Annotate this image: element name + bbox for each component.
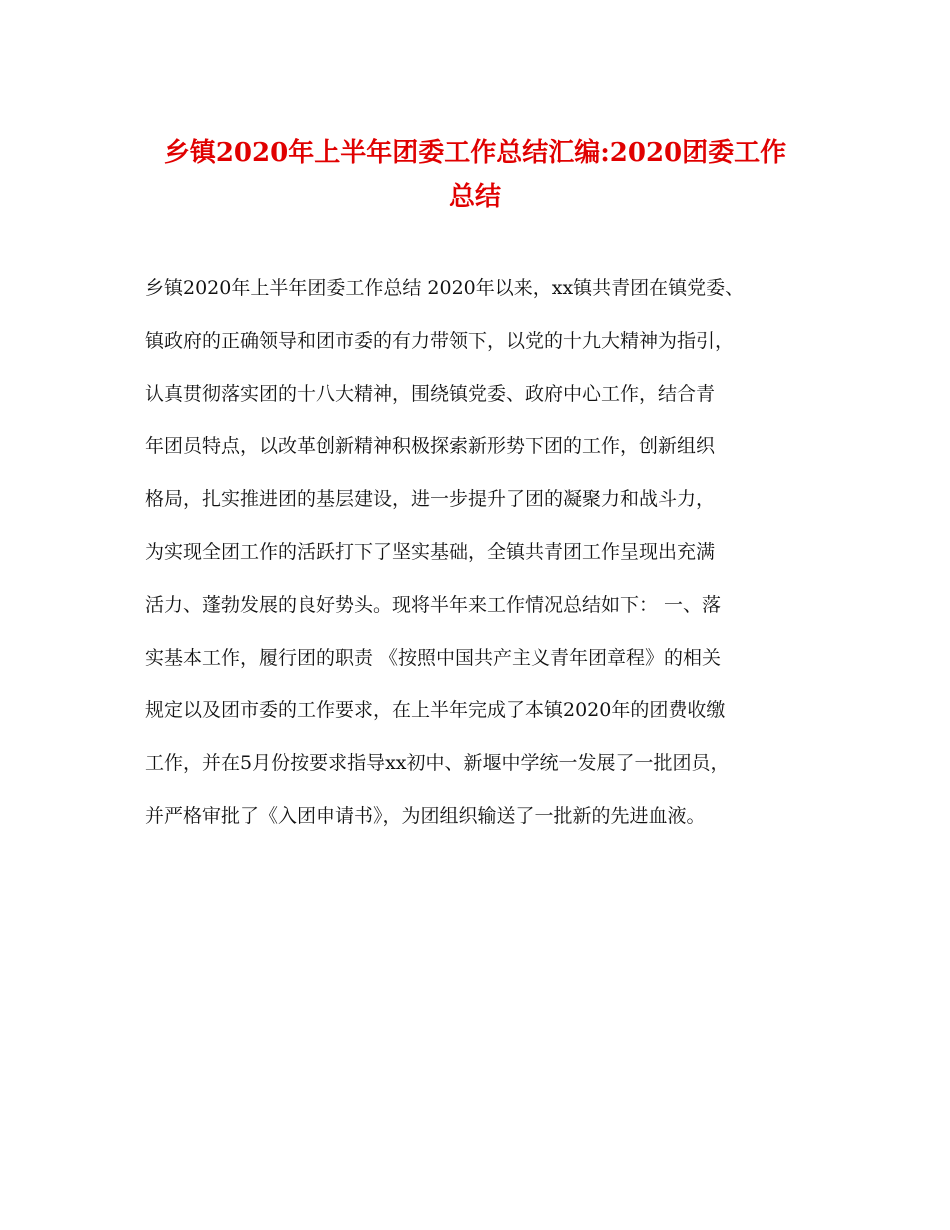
body-line: 认真贯彻落实团的十八大精神，围绕镇党委、政府中心工作，结合青 bbox=[145, 382, 716, 405]
body-line: 年团员特点，以改革创新精神积极探索新形势下团的工作，创新组织 bbox=[145, 435, 716, 458]
body-line: 为实现全团工作的活跃打下了坚实基础，全镇共青团工作呈现出充满 bbox=[145, 540, 716, 563]
body-line: 并严格审批了《入团申请书》，为团组织输送了一批新的先进血液。 bbox=[145, 804, 706, 827]
body-line: 规定以及团市委的工作要求，在上半年完成了本镇2020年的团费收缴 bbox=[145, 699, 726, 722]
document-body bbox=[145, 262, 825, 843]
body-line: 格局，扎实推进团的基层建设，进一步提升了团的凝聚力和战斗力， bbox=[145, 488, 716, 511]
body-line: 活力、蓬勃发展的良好势头。现将半年来工作情况总结如下： 一、落 bbox=[145, 593, 722, 616]
body-line: 实基本工作，履行团的职责 《按照中国共产主义青年团章程》的相关 bbox=[145, 646, 722, 669]
body-line: 镇政府的正确领导和团市委的有力带领下，以党的十九大精神为指引， bbox=[145, 329, 735, 352]
title-line: 乡镇2020年上半年团委工作总结汇编:2020团委工作 bbox=[163, 138, 787, 168]
body-line: 工作，并在5月份按要求指导xx初中、新堰中学统一发展了一批团员， bbox=[145, 752, 730, 775]
title-line: 总结 bbox=[448, 182, 501, 212]
body-line: 乡镇2020年上半年团委工作总结 2020年以来，xx镇共青团在镇党委、 bbox=[145, 277, 745, 299]
document-title bbox=[100, 131, 850, 219]
